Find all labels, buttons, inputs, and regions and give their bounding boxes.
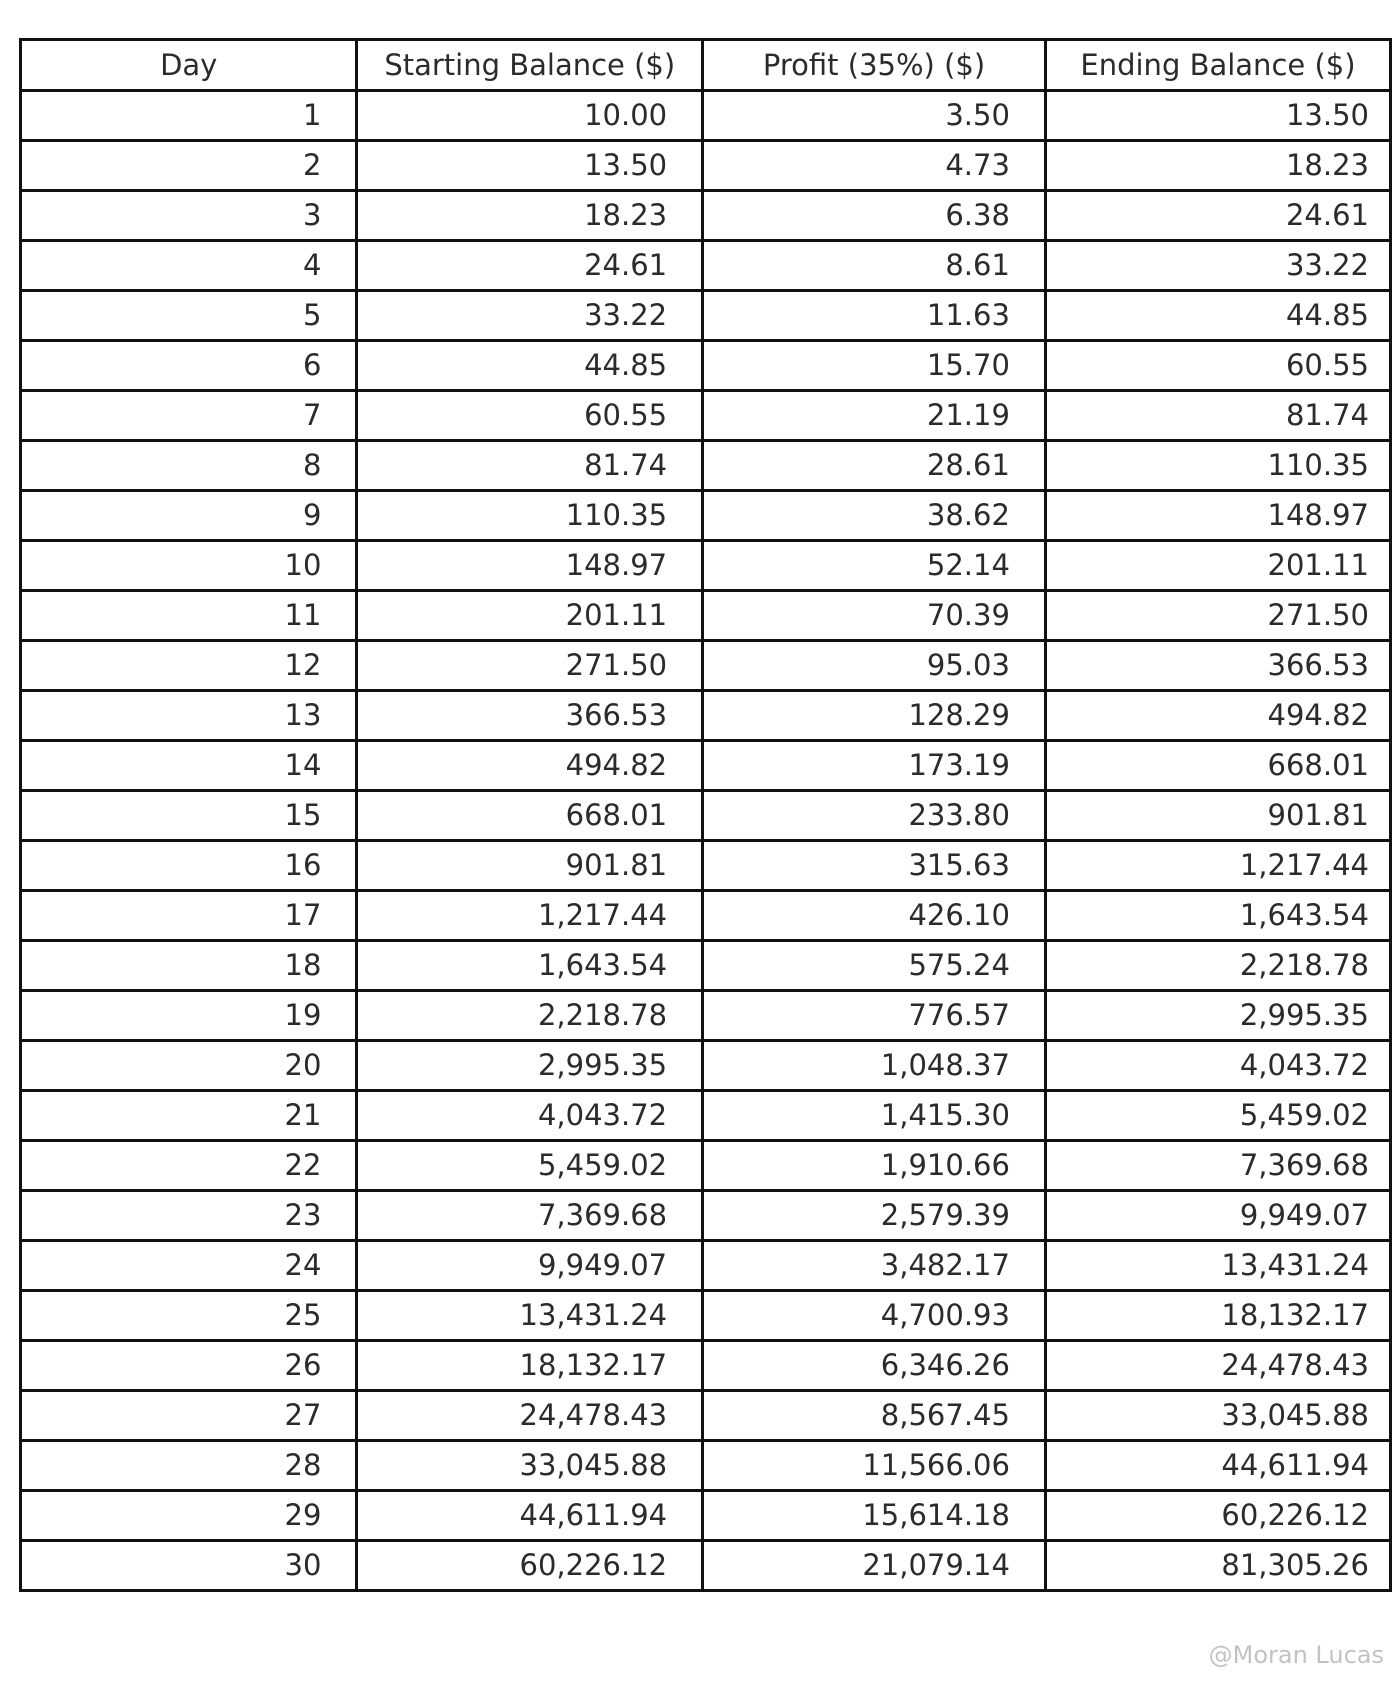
table-row bbox=[21, 741, 1391, 791]
cell-day: 26 bbox=[21, 1341, 357, 1391]
cell-profit: 4.73 bbox=[703, 141, 1046, 191]
watermark: @Moran Lucas bbox=[1208, 1641, 1384, 1669]
cell-ending-balance: 201.11 bbox=[1045, 541, 1390, 591]
cell-ending-balance: 24.61 bbox=[1045, 191, 1390, 241]
cell-starting-balance: 18.23 bbox=[357, 191, 703, 241]
cell-ending-balance: 2,218.78 bbox=[1045, 941, 1390, 991]
cell-starting-balance: 44,611.94 bbox=[357, 1491, 703, 1541]
cell-profit: 21.19 bbox=[703, 391, 1046, 441]
cell-ending-balance: 81.74 bbox=[1045, 391, 1390, 441]
cell-profit: 315.63 bbox=[703, 841, 1046, 891]
header-row bbox=[21, 40, 1391, 91]
table-row bbox=[21, 1291, 1391, 1341]
cell-profit: 173.19 bbox=[703, 741, 1046, 791]
cell-profit: 15,614.18 bbox=[703, 1491, 1046, 1541]
cell-day: 24 bbox=[21, 1241, 357, 1291]
cell-ending-balance: 2,995.35 bbox=[1045, 991, 1390, 1041]
cell-starting-balance: 13.50 bbox=[357, 141, 703, 191]
header-profit: Profit (35%) ($) bbox=[703, 40, 1046, 91]
cell-ending-balance: 668.01 bbox=[1045, 741, 1390, 791]
cell-starting-balance: 5,459.02 bbox=[357, 1141, 703, 1191]
cell-day: 14 bbox=[21, 741, 357, 791]
table-row bbox=[21, 441, 1391, 491]
cell-starting-balance: 24.61 bbox=[357, 241, 703, 291]
cell-starting-balance: 366.53 bbox=[357, 691, 703, 741]
cell-day: 21 bbox=[21, 1091, 357, 1141]
cell-ending-balance: 44.85 bbox=[1045, 291, 1390, 341]
cell-starting-balance: 33,045.88 bbox=[357, 1441, 703, 1491]
cell-day: 11 bbox=[21, 591, 357, 641]
cell-starting-balance: 494.82 bbox=[357, 741, 703, 791]
cell-ending-balance: 24,478.43 bbox=[1045, 1341, 1390, 1391]
cell-profit: 776.57 bbox=[703, 991, 1046, 1041]
cell-day: 15 bbox=[21, 791, 357, 841]
table-row bbox=[21, 1491, 1391, 1541]
table-row bbox=[21, 641, 1391, 691]
cell-ending-balance: 148.97 bbox=[1045, 491, 1390, 541]
table-row bbox=[21, 1541, 1391, 1591]
cell-day: 8 bbox=[21, 441, 357, 491]
cell-day: 19 bbox=[21, 991, 357, 1041]
table-row bbox=[21, 991, 1391, 1041]
table-row bbox=[21, 141, 1391, 191]
table-row bbox=[21, 1191, 1391, 1241]
cell-profit: 1,910.66 bbox=[703, 1141, 1046, 1191]
cell-day: 16 bbox=[21, 841, 357, 891]
cell-starting-balance: 148.97 bbox=[357, 541, 703, 591]
table-row bbox=[21, 291, 1391, 341]
cell-profit: 28.61 bbox=[703, 441, 1046, 491]
cell-profit: 38.62 bbox=[703, 491, 1046, 541]
cell-starting-balance: 1,217.44 bbox=[357, 891, 703, 941]
cell-day: 23 bbox=[21, 1191, 357, 1241]
cell-starting-balance: 110.35 bbox=[357, 491, 703, 541]
cell-ending-balance: 60.55 bbox=[1045, 341, 1390, 391]
cell-day: 3 bbox=[21, 191, 357, 241]
table-row bbox=[21, 1341, 1391, 1391]
cell-day: 20 bbox=[21, 1041, 357, 1091]
cell-ending-balance: 9,949.07 bbox=[1045, 1191, 1390, 1241]
cell-starting-balance: 18,132.17 bbox=[357, 1341, 703, 1391]
cell-starting-balance: 10.00 bbox=[357, 91, 703, 141]
table-row bbox=[21, 1141, 1391, 1191]
balance-table bbox=[19, 38, 1392, 1592]
cell-starting-balance: 2,995.35 bbox=[357, 1041, 703, 1091]
cell-ending-balance: 18.23 bbox=[1045, 141, 1390, 191]
cell-ending-balance: 271.50 bbox=[1045, 591, 1390, 641]
cell-day: 27 bbox=[21, 1391, 357, 1441]
cell-ending-balance: 18,132.17 bbox=[1045, 1291, 1390, 1341]
cell-starting-balance: 1,643.54 bbox=[357, 941, 703, 991]
cell-profit: 11.63 bbox=[703, 291, 1046, 341]
cell-starting-balance: 668.01 bbox=[357, 791, 703, 841]
cell-starting-balance: 81.74 bbox=[357, 441, 703, 491]
cell-profit: 21,079.14 bbox=[703, 1541, 1046, 1591]
cell-profit: 11,566.06 bbox=[703, 1441, 1046, 1491]
table-row bbox=[21, 241, 1391, 291]
cell-profit: 8.61 bbox=[703, 241, 1046, 291]
table-row bbox=[21, 891, 1391, 941]
table-row bbox=[21, 1391, 1391, 1441]
table-row bbox=[21, 491, 1391, 541]
cell-day: 2 bbox=[21, 141, 357, 191]
cell-ending-balance: 1,643.54 bbox=[1045, 891, 1390, 941]
cell-profit: 1,048.37 bbox=[703, 1041, 1046, 1091]
cell-profit: 426.10 bbox=[703, 891, 1046, 941]
cell-day: 17 bbox=[21, 891, 357, 941]
table-row bbox=[21, 191, 1391, 241]
table-row bbox=[21, 1441, 1391, 1491]
table-row bbox=[21, 341, 1391, 391]
cell-profit: 3.50 bbox=[703, 91, 1046, 141]
cell-day: 29 bbox=[21, 1491, 357, 1541]
cell-ending-balance: 33,045.88 bbox=[1045, 1391, 1390, 1441]
header-starting-balance: Starting Balance ($) bbox=[357, 40, 703, 91]
table-body bbox=[21, 91, 1391, 1591]
table-row bbox=[21, 391, 1391, 441]
table-row bbox=[21, 541, 1391, 591]
table-row bbox=[21, 941, 1391, 991]
cell-ending-balance: 44,611.94 bbox=[1045, 1441, 1390, 1491]
cell-day: 22 bbox=[21, 1141, 357, 1191]
cell-profit: 575.24 bbox=[703, 941, 1046, 991]
cell-starting-balance: 901.81 bbox=[357, 841, 703, 891]
cell-starting-balance: 271.50 bbox=[357, 641, 703, 691]
header-ending-balance: Ending Balance ($) bbox=[1045, 40, 1390, 91]
cell-profit: 233.80 bbox=[703, 791, 1046, 841]
cell-day: 30 bbox=[21, 1541, 357, 1591]
cell-starting-balance: 60,226.12 bbox=[357, 1541, 703, 1591]
cell-day: 25 bbox=[21, 1291, 357, 1341]
cell-day: 1 bbox=[21, 91, 357, 141]
cell-starting-balance: 13,431.24 bbox=[357, 1291, 703, 1341]
cell-ending-balance: 901.81 bbox=[1045, 791, 1390, 841]
cell-day: 18 bbox=[21, 941, 357, 991]
cell-ending-balance: 13,431.24 bbox=[1045, 1241, 1390, 1291]
cell-day: 12 bbox=[21, 641, 357, 691]
table-row bbox=[21, 691, 1391, 741]
header-day: Day bbox=[21, 40, 357, 91]
cell-profit: 6,346.26 bbox=[703, 1341, 1046, 1391]
table-row bbox=[21, 791, 1391, 841]
cell-ending-balance: 5,459.02 bbox=[1045, 1091, 1390, 1141]
cell-starting-balance: 7,369.68 bbox=[357, 1191, 703, 1241]
cell-profit: 128.29 bbox=[703, 691, 1046, 741]
cell-day: 6 bbox=[21, 341, 357, 391]
cell-starting-balance: 2,218.78 bbox=[357, 991, 703, 1041]
cell-day: 13 bbox=[21, 691, 357, 741]
cell-starting-balance: 44.85 bbox=[357, 341, 703, 391]
cell-starting-balance: 33.22 bbox=[357, 291, 703, 341]
cell-ending-balance: 13.50 bbox=[1045, 91, 1390, 141]
cell-ending-balance: 60,226.12 bbox=[1045, 1491, 1390, 1541]
cell-day: 7 bbox=[21, 391, 357, 441]
cell-day: 28 bbox=[21, 1441, 357, 1491]
cell-ending-balance: 494.82 bbox=[1045, 691, 1390, 741]
cell-profit: 2,579.39 bbox=[703, 1191, 1046, 1241]
table-row bbox=[21, 591, 1391, 641]
cell-ending-balance: 7,369.68 bbox=[1045, 1141, 1390, 1191]
cell-starting-balance: 4,043.72 bbox=[357, 1091, 703, 1141]
cell-profit: 1,415.30 bbox=[703, 1091, 1046, 1141]
cell-starting-balance: 9,949.07 bbox=[357, 1241, 703, 1291]
cell-ending-balance: 33.22 bbox=[1045, 241, 1390, 291]
cell-ending-balance: 110.35 bbox=[1045, 441, 1390, 491]
cell-profit: 52.14 bbox=[703, 541, 1046, 591]
table-row bbox=[21, 1091, 1391, 1141]
table-row bbox=[21, 841, 1391, 891]
cell-profit: 4,700.93 bbox=[703, 1291, 1046, 1341]
cell-day: 9 bbox=[21, 491, 357, 541]
cell-profit: 70.39 bbox=[703, 591, 1046, 641]
cell-day: 10 bbox=[21, 541, 357, 591]
cell-day: 4 bbox=[21, 241, 357, 291]
cell-profit: 6.38 bbox=[703, 191, 1046, 241]
cell-profit: 8,567.45 bbox=[703, 1391, 1046, 1441]
cell-profit: 95.03 bbox=[703, 641, 1046, 691]
cell-starting-balance: 24,478.43 bbox=[357, 1391, 703, 1441]
cell-ending-balance: 81,305.26 bbox=[1045, 1541, 1390, 1591]
cell-starting-balance: 201.11 bbox=[357, 591, 703, 641]
cell-profit: 3,482.17 bbox=[703, 1241, 1046, 1291]
table-row bbox=[21, 1241, 1391, 1291]
cell-day: 5 bbox=[21, 291, 357, 341]
cell-ending-balance: 366.53 bbox=[1045, 641, 1390, 691]
cell-ending-balance: 1,217.44 bbox=[1045, 841, 1390, 891]
cell-ending-balance: 4,043.72 bbox=[1045, 1041, 1390, 1091]
cell-profit: 15.70 bbox=[703, 341, 1046, 391]
table-row bbox=[21, 91, 1391, 141]
cell-starting-balance: 60.55 bbox=[357, 391, 703, 441]
table-row bbox=[21, 1041, 1391, 1091]
